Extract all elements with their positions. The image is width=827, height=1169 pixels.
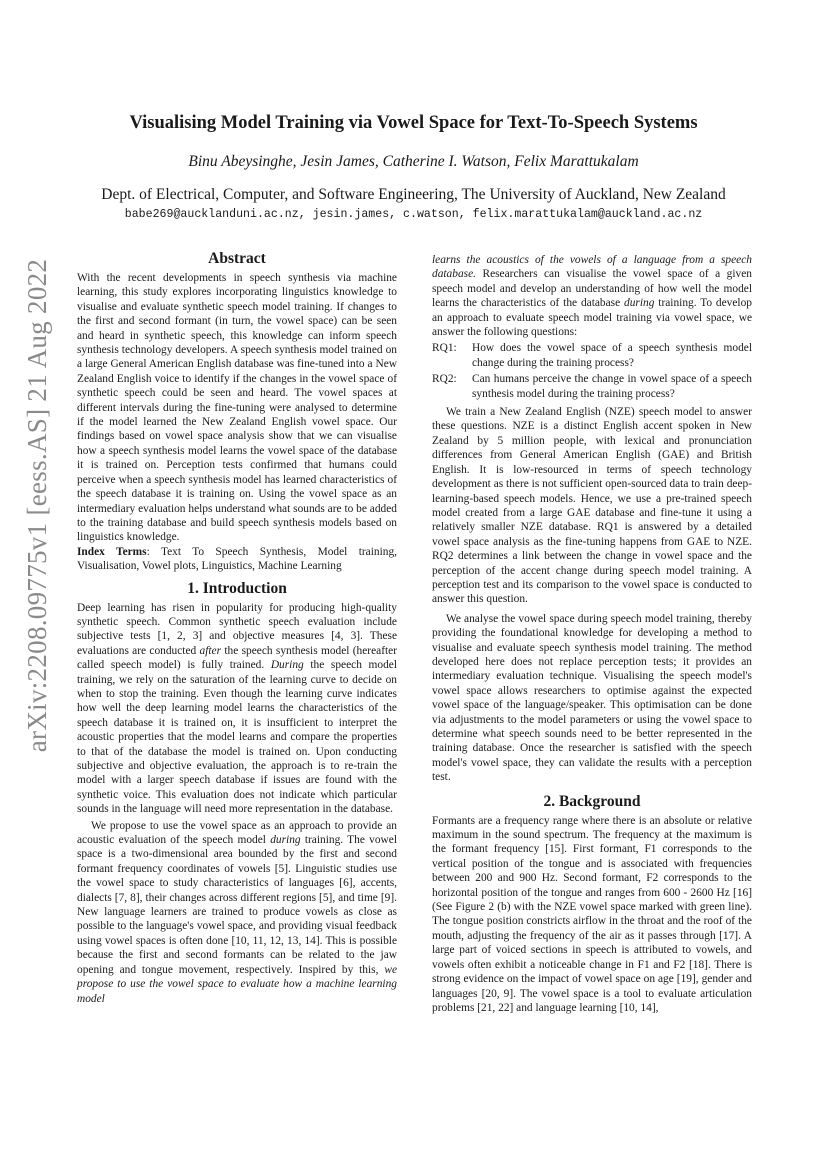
abstract-body: With the recent developments in speech synthesis via machine learning, this study explores incorporating linguistics knowledge to visualise and evaluate synthetic speech model training. If changes to the first and second formant (in turn, the vowel space) can be seen and heard in synthetic speech, this knowledge can inform speech synthesis technology developers. A speech synthesis model trained on a large General American English database was fine-tuned into a New Zealand English voice to identify if the changes in the vowel space of synthetic speech could be seen and heard. The vowel spaces at different intervals during the fine-tuning were analysed to determine if the model learned the New Zealand English vowel space. Our findings based on vowel space analysis show that we can visualise how a speech synthesis model learns the vowel space of the database it is trained on. Perception tests confirmed that humans could perceive when a speech synthesis model has learned characteristics of the speech database it is training on. Using the vowel space as an intermediary evaluation helps understand what sounds are to be added to the training database and build speech synthesis models based on linguistics knowledge. [77, 272, 397, 544]
intro-paragraph-1: Deep learning has risen in popularity for producing high-quality synthetic speech. Common synthetic speech evaluation include subjective tests [1, 2, 3] and objective measures [4, 3]. These evaluations are conducted after the speech synthesis model (hereafter called speech model) is fully trained. During the speech model training, we rely on the saturation of the learning curve to decide on when to stop the training. Even though the learning curve indicates how well the deep learning model learns the characteristics of the speech database it is trained on, it is insufficient to interpret the acoustic properties that the model learns and compare the properties to that of the database the model is trained on. Upon conducting subjective and objective evaluation, the approach is to re-train the model with a larger speech database if issues are found with the synthetic voice. This evaluation does not indicate which particular sounds in the language will need more representation in the database. [77, 601, 398, 816]
author-list: Binu Abeysinghe, Jesin James, Catherine I. Watson, Felix Marattukalam [188, 153, 639, 170]
intro-paragraph-3: We train a New Zealand English (NZE) speech model to answer these questions. NZE is a distinct English accent spoken in New Zealand by 5 million people, with lexical and pronunciation differences from General American English (GAE) and British English. It is low-resourced in terms of speech technology development as there is not sufficient open-sourced data to train deep-learning-based speech models. Hence, we use a pre-trained speech model created from a large GAE database and fine-tune it using a relatively smaller NZE database. RQ1 is answered by a detailed vowel space analysis as the fine-tuning happens from GAE to NZE. RQ2 determines a link between the change in vowel space and the perception of the accent change during speech model training. A perception test and its comparison to the vowel space is conducted to answer this question. [432, 406, 752, 606]
abstract-heading: Abstract [208, 250, 266, 267]
background-paragraph-1: Formants are a frequency range where there is an absolute or relative maximum in the sound spectrum. The frequency at the maximum is the formant frequency [15]. First formant, F1 corresponds to the vertical position of the tongue and is associated with frequencies between 200 and 900 Hz. Second formant, F2 corresponds to the horizontal position of the tongue and ranges from 600 - 2600 Hz [16] (See Figure 2 (b) with the NZE vowel space marked with green line). The tongue position constricts airflow in the throat and the roof of the mouth, adjusting the frequency of the air as it passes through [17]. A large part of voiced sections in speech is attributed to vowels, and vowels often exhibit a noticeable change in F1 and F2 [18]. There is strong evidence on the impact of vowel space on age [19], gender and languages [20, 9]. The vowel space is a tool to evaluate articulation problems [21, 22] and language learning [10, 14], [432, 814, 752, 1014]
research-question-2 [432, 372, 752, 401]
intro-paragraph-4: We analyse the vowel space during speech model training, thereby providing the foundational knowledge for developing a method to visualise and evaluate speech synthesis model training. The method developed here does not replace perception tests; it provides an intermediary evaluation technique. Visualising the speech model's vowel space allows researchers to optimise against the expected vowel space of the language/speaker. This optimisation can be done via adjustments to the model parameters or using the vowel space to determine what speech sounds need to be better represented in the training database. Once the researcher is satisfied with the speech model's vowel space, they can validate the results with a perception test. [432, 612, 752, 784]
introduction-heading: 1. Introduction [187, 579, 287, 597]
affiliation: Dept. of Electrical, Computer, and Software Engineering, The University of Auckland, New Zealand [101, 186, 726, 203]
arxiv-identifier: arXiv:2208.09775v1 [eess.AS] 21 Aug 2022 [22, 258, 53, 752]
index-terms-label: Index Terms [77, 545, 147, 558]
rq1-label: RQ1: [432, 342, 457, 355]
right-column [432, 253, 752, 1015]
rq2-label: RQ2: [432, 373, 457, 386]
intro-paragraph-2: We propose to use the vowel space as an approach to provide an acoustic evaluation of the speech model during training. The vowel space is a two-dimensional area bounded by the first and second formant frequency coordinates of vowels [5]. Linguistic studies use the vowel space to study characteristics of languages [6], accents, dialects [7, 8], their changes across different regions [5], and time [9]. New language learners are trained to produce vowels as close as possible to the language's vowel space, and providing visual feedback using vowel spaces is often done [10, 11, 12, 13, 14]. This is possible because the first and second formants can be related to the jaw opening and tongue movement, respectively. Inspired by this, we propose to use the vowel space to evaluate how a machine learning model [77, 819, 397, 1005]
author-emails: babe269@aucklanduni.ac.nz, jesin.james, c.watson, felix.marattukalam@auckland.ac.nz [124, 208, 703, 221]
background-heading: 2. Background [543, 792, 641, 810]
index-terms-list: : Text To Speech Synthesis, Model training, Visualisation, Vowel plots, Linguistics, Machine Learning [77, 545, 397, 573]
rq2-text: Can humans perceive the change in vowel space of a speech synthesis model during the training process? [472, 373, 752, 400]
research-question-1 [432, 341, 752, 370]
left-column [77, 250, 397, 1006]
rq1-text: How does the vowel space of a speech synthesis model change during the training process? [472, 342, 752, 369]
paper-title: Visualising Model Training via Vowel Space for Text-To-Speech Systems [129, 113, 698, 133]
intro-paragraph-2-continued: learns the acoustics of the vowels of a language from a speech database. Researchers can visualise the vowel space of a given speech model and develop an understanding of how well the model learns the characteristics of the database during training. To develop an approach to evaluate speech model training via vowel space, we answer the following questions: [432, 254, 752, 339]
index-terms [77, 545, 397, 574]
arxiv-sidebar-stamp [6, 258, 70, 752]
